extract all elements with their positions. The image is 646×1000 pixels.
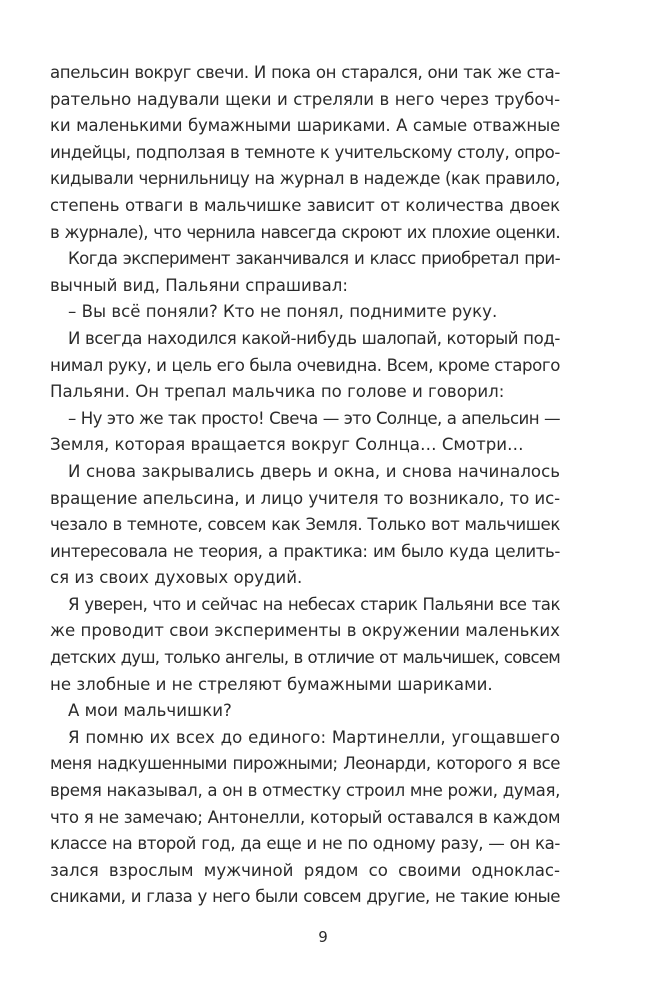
text-line: Пальяни. Он трепал мальчика по голове и говорил: — [50, 382, 505, 402]
text-line: кидывали чернильницу на журнал в надежде (как правило, — [50, 169, 560, 189]
text-line: зался взрослым мужчиной рядом со своими одноклас- — [50, 860, 560, 880]
page-number: 9 — [318, 928, 328, 946]
text-line: что я не замечаю; Антонелли, который оставался в каждом — [50, 807, 561, 827]
text-line: Я уверен, что и сейчас на небесах старик Пальяни все так — [68, 594, 560, 614]
text-line: ся из своих духовых орудий. — [50, 568, 303, 588]
text-line: классе на второй год, да еще и не по одному разу, — он ка- — [50, 834, 560, 854]
text-line: А мои мальчишки? — [68, 701, 232, 721]
text-line: ки маленькими бумажными шариками. А самые отважные — [50, 116, 560, 136]
text-line: рательно надували щеки и стреляли в него через трубоч- — [50, 89, 560, 109]
text-line: – Вы всё поняли? Кто не понял, поднимите руку. — [68, 302, 498, 322]
text-line: индейцы, подползая в темноте к учительскому столу, опро- — [50, 142, 560, 162]
text-line: И всегда находился какой-нибудь шалопай, который под- — [68, 328, 560, 348]
text-line: Когда эксперимент заканчивался и класс приобретал при- — [68, 249, 560, 269]
text-line: же проводит свои эксперименты в окружении маленьких — [50, 621, 560, 641]
text-line: – Ну это же так просто! Свеча — это Солнце, а апельсин — — [68, 408, 560, 428]
text-line: Я помню их всех до единого: Мартинелли, угощавшего — [68, 727, 560, 747]
text-line: И снова закрывались дверь и окна, и снова начиналось — [68, 461, 560, 481]
body-text — [50, 60, 560, 911]
text-line: в журнале), что чернила навсегда скроют их плохие оценки. — [50, 222, 560, 242]
text-line: интересовала не теория, а практика: им было куда целить- — [50, 541, 560, 561]
text-line: вращение апельсина, и лицо учителя то возникало, то ис- — [50, 488, 560, 508]
text-line: нимал руку, и цель его была очевидна. Всем, кроме старого — [50, 355, 560, 375]
text-line: время наказывал, а он в отместку строил мне рожи, думая, — [50, 781, 561, 801]
text-line: сниками, и глаза у него были совсем другие, не такие юные — [50, 887, 560, 907]
text-line: вычный вид, Пальяни спрашивал: — [50, 275, 348, 295]
text-line: меня надкушенными пирожными; Леонарди, которого я все — [50, 754, 560, 774]
text-line: детских душ, только ангелы, в отличие от мальчишек, совсем — [50, 648, 560, 668]
text-line: апельсин вокруг свечи. И пока он старался, они так же ста- — [50, 63, 560, 82]
text-line: Земля, которая вращается вокруг Солнца… Смотри… — [50, 435, 524, 455]
text-line: не злобные и не стреляют бумажными шариками. — [50, 674, 493, 694]
text-line: степень отваги в мальчишке зависит от количества двоек — [50, 195, 560, 215]
text-line: чезало в темноте, совсем как Земля. Только вот мальчишек — [50, 515, 560, 535]
